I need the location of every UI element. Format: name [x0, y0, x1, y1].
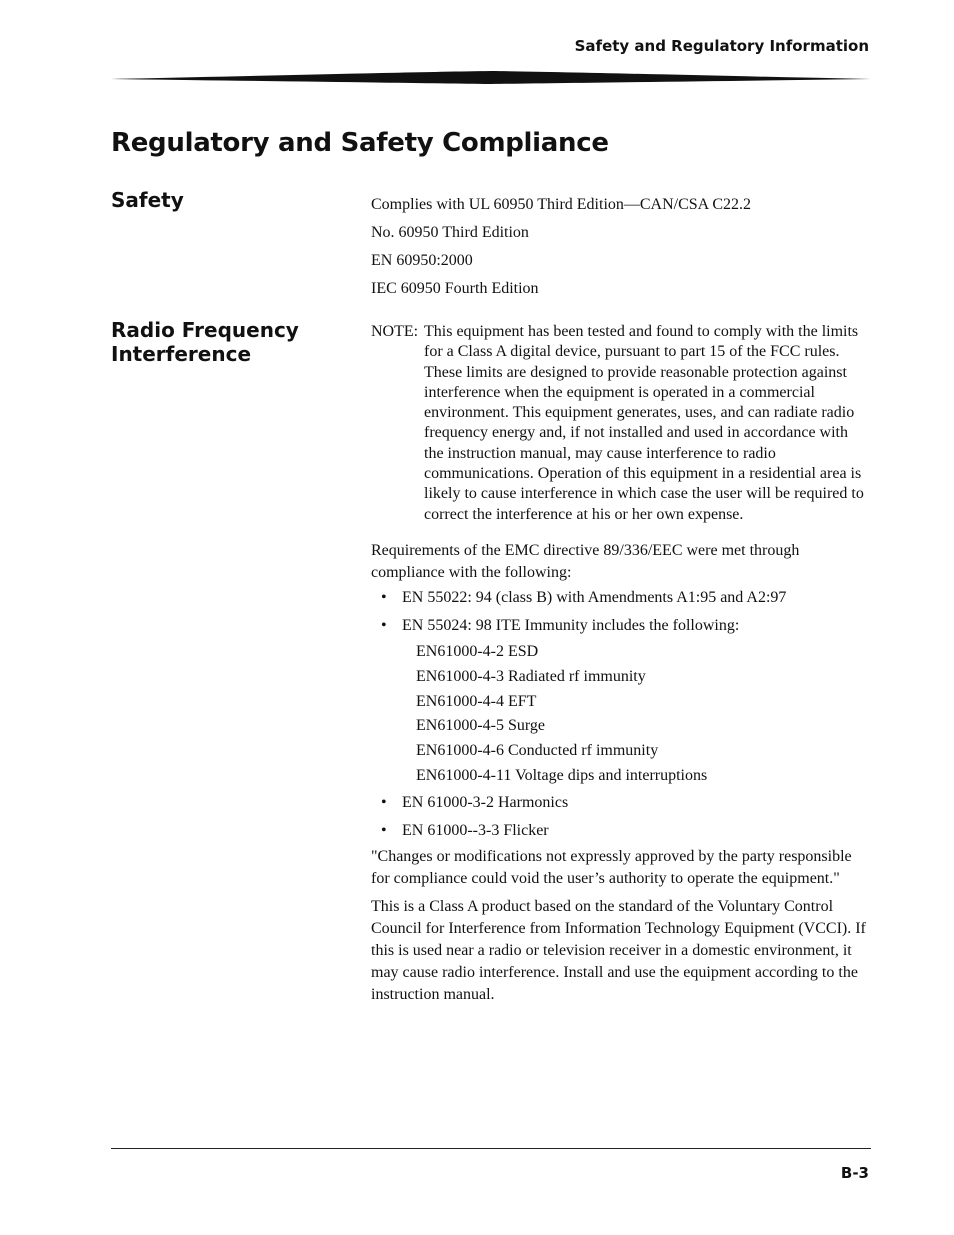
rfi-heading: Radio Frequency Interference	[111, 318, 299, 366]
safety-line: Complies with UL 60950 Third Edition—CAN/CSA C22.2	[371, 196, 752, 213]
list-item-text: EN 55024: 98 ITE Immunity includes the following:	[402, 616, 740, 634]
sub-list-item: EN61000-4-2 ESD	[416, 642, 539, 660]
bullet-icon: •	[381, 793, 387, 811]
running-header: Safety and Regulatory Information	[574, 37, 869, 55]
footer-rule	[111, 1148, 871, 1149]
immunity-sublist	[371, 640, 870, 789]
sub-list-item: EN61000-4-5 Surge	[416, 717, 546, 735]
changes-warning: "Changes or modifications not expressly approved by the party responsible for compliance could void the user’s authority to operate the equipment."	[371, 847, 852, 887]
fcc-note	[371, 322, 870, 525]
safety-line: IEC 60950 Fourth Edition	[371, 280, 539, 297]
list-item	[371, 789, 870, 817]
note-label: NOTE:	[371, 323, 419, 340]
bullet-icon: •	[381, 588, 387, 606]
vcci-statement: This is a Class A product based on the standard of the Voluntary Control Council for Interference from Information Technology Equipment (VCCI). If this is used near a radio or television receiver in a domestic environment, it may cause radio interference. Install and use the equipment according to the instruction manual.	[371, 897, 866, 1003]
list-item-text: EN 55022: 94 (class B) with Amendments A1:95 and A2:97	[402, 588, 787, 606]
emc-standards-list-continued	[371, 789, 870, 845]
page-title: Regulatory and Safety Compliance	[111, 128, 609, 158]
sub-list-item: EN61000-4-6 Conducted rf immunity	[416, 742, 659, 760]
safety-heading: Safety	[111, 188, 184, 212]
safety-standards	[371, 191, 870, 303]
emc-standards-list	[371, 584, 870, 640]
safety-line: No. 60950 Third Edition	[371, 224, 529, 241]
safety-line: EN 60950:2000	[371, 252, 473, 269]
sub-list-item: EN61000-4-11 Voltage dips and interruptions	[416, 766, 708, 784]
header-rule	[111, 70, 871, 86]
bullet-icon: •	[381, 821, 387, 839]
list-item-text: EN 61000--3-3 Flicker	[402, 821, 549, 839]
bullet-icon: •	[381, 616, 387, 634]
list-item	[371, 612, 870, 640]
requirements-intro: Requirements of the EMC directive 89/336/EEC were met through compliance with the following:	[371, 541, 800, 581]
list-item-text: EN 61000-3-2 Harmonics	[402, 793, 569, 811]
sub-list-item: EN61000-4-3 Radiated rf immunity	[416, 667, 646, 685]
sub-list-item: EN61000-4-4 EFT	[416, 692, 537, 710]
rfi-section	[371, 322, 870, 1006]
note-text: This equipment has been tested and found to comply with the limits for a Class A digital device, pursuant to part 15 of the FCC rules. These limits are designed to provide reasonable protection against interference when the equipment is operated in a commercial environment. This equipment generates, uses, and can radiate radio frequency energy and, if not installed and used in accordance with the instruction manual, may cause interference to radio communications. Operation of this equipment in a residential area is likely to cause interference in which case the user will be required to correct the interference at his or her own expense.	[424, 323, 864, 523]
page-number: B-3	[840, 1164, 869, 1182]
list-item	[371, 817, 870, 845]
list-item	[371, 584, 870, 612]
